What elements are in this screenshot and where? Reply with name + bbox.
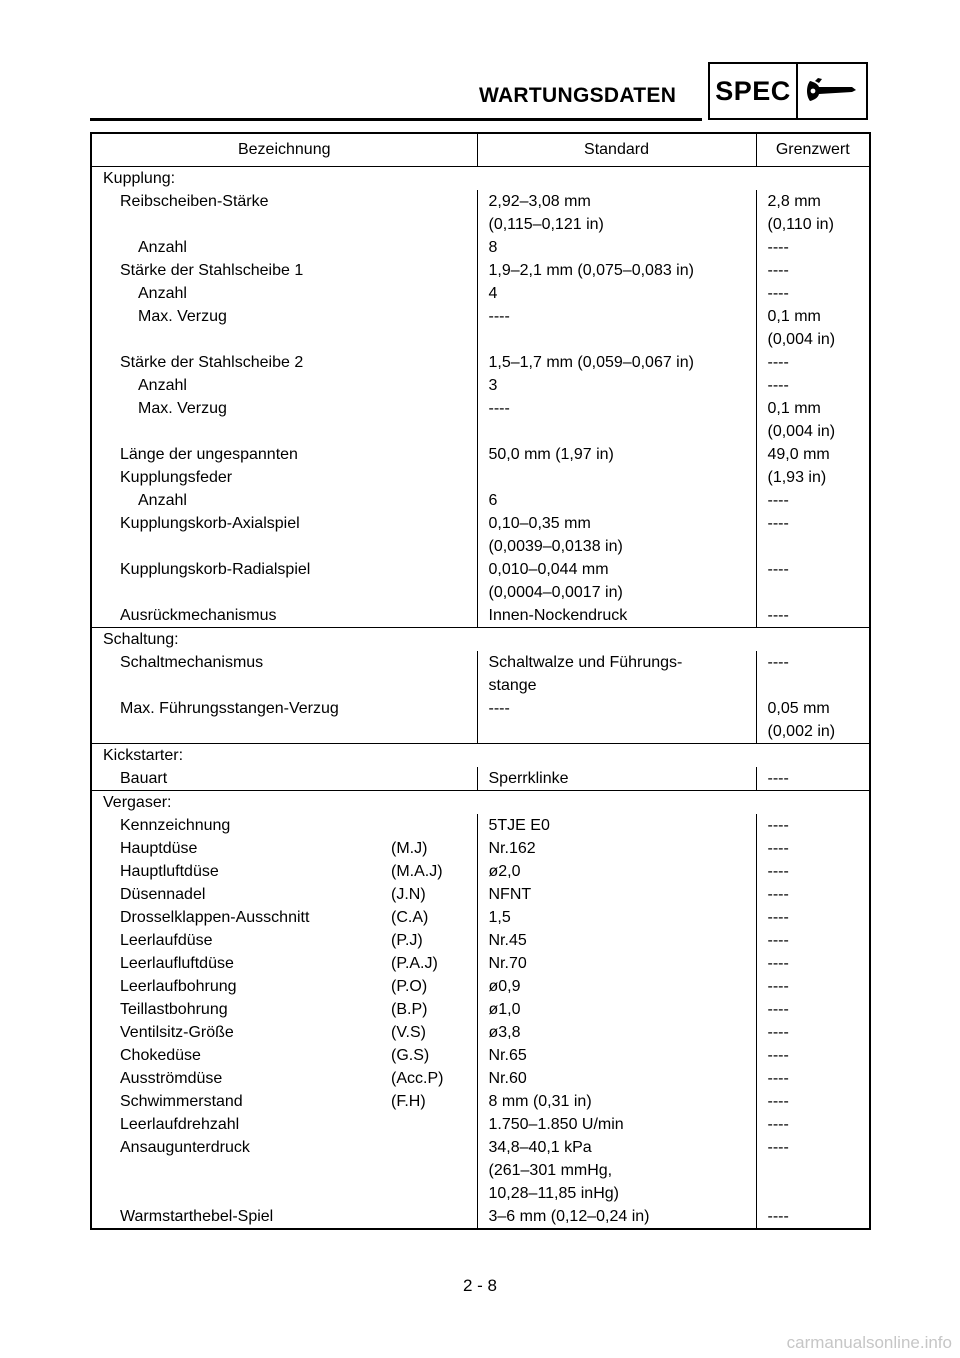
spec-name-cell bbox=[91, 1113, 477, 1136]
limit-value-cell bbox=[756, 282, 870, 305]
standard-value-cell bbox=[477, 767, 756, 791]
spec-name-cell bbox=[91, 1090, 477, 1113]
limit-value-cell bbox=[756, 443, 870, 489]
limit-value-cell bbox=[756, 1044, 870, 1067]
limit-value-cell bbox=[756, 929, 870, 952]
spec-name-cell bbox=[91, 604, 477, 628]
table-row bbox=[91, 998, 870, 1021]
spec-name-cell bbox=[91, 236, 477, 259]
limit-value: ---- bbox=[767, 863, 789, 880]
spec-label bbox=[103, 697, 477, 720]
limit-value-cell bbox=[756, 1021, 870, 1044]
spec-label bbox=[103, 998, 477, 1021]
limit-value-cell bbox=[756, 883, 870, 906]
standard-value-cell bbox=[477, 190, 756, 236]
spec-label bbox=[103, 489, 477, 512]
spec-code: (P.A.J) bbox=[391, 955, 438, 972]
spec-name: Leerlaufdrehzahl bbox=[120, 1116, 240, 1133]
standard-value: (0,115–0,121 in) bbox=[488, 216, 604, 233]
limit-value: 0,1 mm bbox=[767, 308, 821, 325]
limit-value: ---- bbox=[767, 377, 789, 394]
spec-name: Leerlaufluftdüse bbox=[120, 955, 234, 972]
limit-value: ---- bbox=[767, 770, 789, 787]
standard-value: Innen-Nockendruck bbox=[488, 607, 628, 624]
standard-value: 0,10–0,35 mm bbox=[488, 515, 591, 532]
table-row bbox=[91, 814, 870, 837]
spec-box bbox=[708, 62, 868, 120]
spec-name: Max. Verzug bbox=[138, 400, 227, 417]
limit-value: ---- bbox=[767, 886, 789, 903]
spec-name-cell bbox=[91, 282, 477, 305]
limit-value-cell bbox=[756, 489, 870, 512]
table-row bbox=[91, 1090, 870, 1113]
spec-name: Max. Führungsstangen-Verzug bbox=[120, 700, 339, 717]
standard-value: 3–6 mm (0,12–0,24 in) bbox=[488, 1208, 650, 1225]
standard-value: 10,28–11,85 inHg) bbox=[488, 1185, 619, 1202]
spec-label bbox=[103, 883, 477, 906]
standard-value: ø1,0 bbox=[488, 1001, 521, 1018]
spec-label bbox=[103, 305, 477, 328]
spec-name-cell bbox=[91, 1136, 477, 1205]
spec-label: SPEC bbox=[710, 64, 798, 118]
standard-value-cell bbox=[477, 837, 756, 860]
spec-name-cell bbox=[91, 837, 477, 860]
section-title: Schaltung: bbox=[91, 628, 870, 652]
spec-name: Reibscheiben-Stärke bbox=[120, 193, 269, 210]
spec-code: (M.J) bbox=[391, 840, 428, 857]
limit-value: (0,004 in) bbox=[767, 331, 836, 348]
spec-code: (M.A.J) bbox=[391, 863, 443, 880]
limit-value: ---- bbox=[767, 1208, 789, 1225]
spec-name: Kennzeichnung bbox=[120, 817, 231, 834]
limit-value: ---- bbox=[767, 354, 789, 371]
spec-name: Leerlaufdüse bbox=[120, 932, 213, 949]
spec-name-cell bbox=[91, 558, 477, 604]
standard-value-cell bbox=[477, 1090, 756, 1113]
limit-value: ---- bbox=[767, 978, 789, 995]
spec-name-cell bbox=[91, 814, 477, 837]
limit-value-cell bbox=[756, 952, 870, 975]
spec-name: Teillastbohrung bbox=[120, 1001, 228, 1018]
limit-value: ---- bbox=[767, 285, 789, 302]
limit-value: ---- bbox=[767, 239, 789, 256]
spec-name: Ventilsitz-Größe bbox=[120, 1024, 234, 1041]
spec-table bbox=[90, 132, 871, 1230]
spec-code: (J.N) bbox=[391, 886, 426, 903]
standard-value: ---- bbox=[488, 700, 510, 717]
limit-value: ---- bbox=[767, 909, 789, 926]
limit-value: ---- bbox=[767, 1116, 789, 1133]
spec-name: Anzahl bbox=[138, 239, 187, 256]
standard-value-cell bbox=[477, 860, 756, 883]
standard-value: (0,0004–0,0017 in) bbox=[488, 584, 623, 601]
section-row bbox=[91, 744, 870, 768]
standard-value: Nr.65 bbox=[488, 1047, 527, 1064]
standard-value: stange bbox=[488, 677, 537, 694]
limit-value-cell bbox=[756, 1136, 870, 1205]
spec-label bbox=[103, 351, 477, 374]
spec-name-cell bbox=[91, 190, 477, 236]
standard-value: 1.750–1.850 U/min bbox=[488, 1116, 624, 1133]
standard-value-cell bbox=[477, 883, 756, 906]
spec-name: Anzahl bbox=[138, 377, 187, 394]
spec-name: Schaltmechanismus bbox=[120, 654, 264, 671]
standard-value: ø0,9 bbox=[488, 978, 521, 995]
spec-label bbox=[103, 1136, 477, 1159]
limit-value-cell bbox=[756, 512, 870, 558]
spec-label bbox=[103, 651, 477, 674]
table-row bbox=[91, 952, 870, 975]
spec-name-cell bbox=[91, 351, 477, 374]
spec-label bbox=[103, 952, 477, 975]
spec-code: (B.P) bbox=[391, 1001, 428, 1018]
spec-name: Ansaugunterdruck bbox=[120, 1139, 250, 1156]
spec-label bbox=[103, 558, 477, 581]
limit-value: ---- bbox=[767, 262, 789, 279]
standard-value-cell bbox=[477, 906, 756, 929]
page-title: WARTUNGSDATEN bbox=[479, 84, 677, 107]
spec-label bbox=[103, 282, 477, 305]
spec-name: Drosselklappen-Ausschnitt bbox=[120, 909, 310, 926]
standard-value-cell bbox=[477, 1113, 756, 1136]
limit-value-cell bbox=[756, 190, 870, 236]
spec-name-cell bbox=[91, 860, 477, 883]
section-row bbox=[91, 791, 870, 815]
spec-name-cell bbox=[91, 1205, 477, 1229]
standard-value-cell bbox=[477, 604, 756, 628]
table-row bbox=[91, 906, 870, 929]
limit-value: ---- bbox=[767, 1001, 789, 1018]
spec-name: Kupplungskorb-Axialspiel bbox=[120, 515, 300, 532]
limit-value: (1,93 in) bbox=[767, 469, 827, 486]
spec-name-cell bbox=[91, 1044, 477, 1067]
spec-name-cell bbox=[91, 1067, 477, 1090]
table-row bbox=[91, 374, 870, 397]
standard-value-cell bbox=[477, 651, 756, 697]
spec-name-cell bbox=[91, 767, 477, 791]
spec-label bbox=[103, 906, 477, 929]
section-title: Kickstarter: bbox=[91, 744, 870, 768]
standard-value: 8 bbox=[488, 239, 498, 256]
spec-name-cell bbox=[91, 259, 477, 282]
table-header-row bbox=[91, 133, 870, 167]
table-row bbox=[91, 1044, 870, 1067]
spec-name: Hauptluftdüse bbox=[120, 863, 219, 880]
spec-name: Anzahl bbox=[138, 285, 187, 302]
standard-value: 50,0 mm (1,97 in) bbox=[488, 446, 614, 463]
page-number: 2 - 8 bbox=[462, 1276, 498, 1295]
spec-name-cell bbox=[91, 397, 477, 443]
column-header: Grenzwert bbox=[756, 133, 870, 167]
spec-label bbox=[103, 443, 477, 489]
standard-value-cell bbox=[477, 282, 756, 305]
limit-value: ---- bbox=[767, 840, 789, 857]
standard-value-cell bbox=[477, 814, 756, 837]
standard-value: ø2,0 bbox=[488, 863, 521, 880]
limit-value-cell bbox=[756, 305, 870, 351]
spec-name-cell bbox=[91, 305, 477, 351]
spec-label bbox=[103, 814, 477, 837]
standard-value: (261–301 mmHg, bbox=[488, 1162, 613, 1179]
spec-name-cell bbox=[91, 1021, 477, 1044]
limit-value-cell bbox=[756, 374, 870, 397]
spec-code: (G.S) bbox=[391, 1047, 430, 1064]
limit-value: (0,002 in) bbox=[767, 723, 836, 740]
spec-name: Ausströmdüse bbox=[120, 1070, 223, 1087]
table-row bbox=[91, 1136, 870, 1205]
standard-value-cell bbox=[477, 998, 756, 1021]
limit-value-cell bbox=[756, 767, 870, 791]
standard-value: 34,8–40,1 kPa bbox=[488, 1139, 592, 1156]
spec-name-cell bbox=[91, 489, 477, 512]
column-header: Bezeichnung bbox=[91, 133, 477, 167]
spec-label bbox=[103, 190, 477, 213]
spec-label bbox=[103, 837, 477, 860]
table-row bbox=[91, 397, 870, 443]
spec-name: Stärke der Stahlscheibe 1 bbox=[120, 262, 304, 279]
spec-name-cell bbox=[91, 512, 477, 558]
spec-code: (P.O) bbox=[391, 978, 428, 995]
limit-value: ---- bbox=[767, 515, 789, 532]
standard-value: (0,0039–0,0138 in) bbox=[488, 538, 623, 555]
limit-value: 0,1 mm bbox=[767, 400, 821, 417]
table-row bbox=[91, 860, 870, 883]
limit-value-cell bbox=[756, 1113, 870, 1136]
standard-value: ø3,8 bbox=[488, 1024, 521, 1041]
table-row bbox=[91, 512, 870, 558]
limit-value-cell bbox=[756, 558, 870, 604]
spec-name: Kupplungskorb-Radialspiel bbox=[120, 561, 311, 578]
section-row bbox=[91, 167, 870, 191]
spec-name: Anzahl bbox=[138, 492, 187, 509]
limit-value: ---- bbox=[767, 817, 789, 834]
table-row bbox=[91, 558, 870, 604]
limit-value: ---- bbox=[767, 607, 789, 624]
standard-value-cell bbox=[477, 443, 756, 489]
watermark: carmanualsonline.info bbox=[786, 1333, 952, 1352]
standard-value: Nr.162 bbox=[488, 840, 536, 857]
table-row bbox=[91, 443, 870, 489]
spec-name: Chokedüse bbox=[120, 1047, 201, 1064]
limit-value: ---- bbox=[767, 1093, 789, 1110]
standard-value: 2,92–3,08 mm bbox=[488, 193, 591, 210]
spec-label bbox=[103, 374, 477, 397]
title-rule bbox=[90, 118, 702, 121]
standard-value: 1,5 bbox=[488, 909, 511, 926]
table-row bbox=[91, 259, 870, 282]
spec-name-cell bbox=[91, 374, 477, 397]
spec-code: (Acc.P) bbox=[391, 1070, 444, 1087]
limit-value: 2,8 mm bbox=[767, 193, 821, 210]
standard-value: Nr.60 bbox=[488, 1070, 527, 1087]
spec-code: (C.A) bbox=[391, 909, 429, 926]
limit-value: ---- bbox=[767, 654, 789, 671]
standard-value: 0,010–0,044 mm bbox=[488, 561, 609, 578]
spec-name: Düsennadel bbox=[120, 886, 206, 903]
table-row bbox=[91, 837, 870, 860]
spec-label bbox=[103, 1067, 477, 1090]
standard-value-cell bbox=[477, 1044, 756, 1067]
spec-name-cell bbox=[91, 998, 477, 1021]
standard-value-cell bbox=[477, 305, 756, 351]
table-row bbox=[91, 351, 870, 374]
standard-value: ---- bbox=[488, 400, 510, 417]
limit-value: ---- bbox=[767, 932, 789, 949]
table-row bbox=[91, 190, 870, 236]
limit-value-cell bbox=[756, 906, 870, 929]
standard-value-cell bbox=[477, 1067, 756, 1090]
spec-label bbox=[103, 1021, 477, 1044]
spec-label bbox=[103, 975, 477, 998]
spec-name: Leerlaufbohrung bbox=[120, 978, 237, 995]
standard-value-cell bbox=[477, 929, 756, 952]
standard-value: 1,9–2,1 mm (0,075–0,083 in) bbox=[488, 262, 694, 279]
wrench-icon bbox=[798, 64, 866, 118]
spec-label bbox=[103, 860, 477, 883]
standard-value-cell bbox=[477, 558, 756, 604]
spec-name: Bauart bbox=[120, 770, 168, 787]
spec-label bbox=[103, 512, 477, 535]
table-row bbox=[91, 604, 870, 628]
spec-code: (V.S) bbox=[391, 1024, 426, 1041]
standard-value-cell bbox=[477, 1205, 756, 1229]
standard-value: Schaltwalze und Führungs- bbox=[488, 654, 683, 671]
table-row bbox=[91, 489, 870, 512]
standard-value: Sperrklinke bbox=[488, 770, 569, 787]
table-row bbox=[91, 1205, 870, 1229]
table-row bbox=[91, 1067, 870, 1090]
standard-value-cell bbox=[477, 259, 756, 282]
standard-value: 1,5–1,7 mm (0,059–0,067 in) bbox=[488, 354, 694, 371]
spec-name: Stärke der Stahlscheibe 2 bbox=[120, 354, 304, 371]
limit-value-cell bbox=[756, 837, 870, 860]
table-row bbox=[91, 305, 870, 351]
spec-label bbox=[103, 236, 477, 259]
standard-value-cell bbox=[477, 1021, 756, 1044]
standard-value: Nr.70 bbox=[488, 955, 527, 972]
spec-label bbox=[103, 397, 477, 420]
standard-value-cell bbox=[477, 975, 756, 998]
limit-value: (0,110 in) bbox=[767, 216, 834, 233]
limit-value-cell bbox=[756, 975, 870, 998]
limit-value-cell bbox=[756, 1067, 870, 1090]
spec-name-cell bbox=[91, 443, 477, 489]
standard-value-cell bbox=[477, 397, 756, 443]
limit-value: ---- bbox=[767, 1024, 789, 1041]
table-row bbox=[91, 1021, 870, 1044]
spec-name: Schwimmerstand bbox=[120, 1093, 243, 1110]
spec-name-cell bbox=[91, 651, 477, 697]
section-title: Kupplung: bbox=[91, 167, 870, 191]
table-row bbox=[91, 651, 870, 697]
spec-label bbox=[103, 1113, 477, 1136]
spec-label bbox=[103, 1044, 477, 1067]
limit-value-cell bbox=[756, 998, 870, 1021]
table-row bbox=[91, 929, 870, 952]
limit-value: 0,05 mm bbox=[767, 700, 830, 717]
standard-value-cell bbox=[477, 512, 756, 558]
spec-name: Hauptdüse bbox=[120, 840, 198, 857]
standard-value: Nr.45 bbox=[488, 932, 527, 949]
spec-label bbox=[103, 259, 477, 282]
standard-value: NFNT bbox=[488, 886, 532, 903]
standard-value-cell bbox=[477, 236, 756, 259]
limit-value: ---- bbox=[767, 561, 789, 578]
limit-value-cell bbox=[756, 1090, 870, 1113]
spec-label bbox=[103, 1090, 477, 1113]
standard-value-cell bbox=[477, 489, 756, 512]
section-title: Vergaser: bbox=[91, 791, 870, 815]
limit-value: ---- bbox=[767, 1070, 789, 1087]
table-row bbox=[91, 883, 870, 906]
spec-code: (F.H) bbox=[391, 1093, 426, 1110]
limit-value: ---- bbox=[767, 955, 789, 972]
standard-value: 8 mm (0,31 in) bbox=[488, 1093, 592, 1110]
spec-name-cell bbox=[91, 929, 477, 952]
table-row bbox=[91, 1113, 870, 1136]
spec-name-cell bbox=[91, 883, 477, 906]
standard-value: 5TJE E0 bbox=[488, 817, 550, 834]
limit-value-cell bbox=[756, 1205, 870, 1229]
table-row bbox=[91, 697, 870, 744]
spec-name-cell bbox=[91, 952, 477, 975]
limit-value-cell bbox=[756, 860, 870, 883]
limit-value: ---- bbox=[767, 1139, 789, 1156]
table-row bbox=[91, 975, 870, 998]
standard-value: ---- bbox=[488, 308, 510, 325]
standard-value-cell bbox=[477, 697, 756, 744]
spec-name-cell bbox=[91, 975, 477, 998]
spec-name: Ausrückmechanismus bbox=[120, 607, 277, 624]
limit-value-cell bbox=[756, 814, 870, 837]
limit-value: ---- bbox=[767, 1047, 789, 1064]
spec-name: Warmstarthebel-Spiel bbox=[120, 1208, 274, 1225]
spec-code: (P.J) bbox=[391, 932, 423, 949]
standard-value: 4 bbox=[488, 285, 498, 302]
limit-value: ---- bbox=[767, 492, 789, 509]
standard-value-cell bbox=[477, 351, 756, 374]
spec-name: Länge der ungespannten Kupplungsfeder bbox=[120, 446, 298, 486]
spec-label bbox=[103, 767, 477, 790]
limit-value-cell bbox=[756, 259, 870, 282]
standard-value: 6 bbox=[488, 492, 498, 509]
column-header: Standard bbox=[477, 133, 756, 167]
limit-value-cell bbox=[756, 236, 870, 259]
spec-label bbox=[103, 929, 477, 952]
limit-value-cell bbox=[756, 604, 870, 628]
table-row bbox=[91, 282, 870, 305]
spec-name-cell bbox=[91, 906, 477, 929]
spec-name: Max. Verzug bbox=[138, 308, 227, 325]
limit-value-cell bbox=[756, 351, 870, 374]
spec-label bbox=[103, 1205, 477, 1228]
standard-value-cell bbox=[477, 952, 756, 975]
limit-value-cell bbox=[756, 651, 870, 697]
limit-value-cell bbox=[756, 397, 870, 443]
standard-value-cell bbox=[477, 374, 756, 397]
limit-value: 49,0 mm bbox=[767, 446, 830, 463]
limit-value-cell bbox=[756, 697, 870, 744]
spec-label bbox=[103, 604, 477, 627]
standard-value-cell bbox=[477, 1136, 756, 1205]
table-row bbox=[91, 236, 870, 259]
limit-value: (0,004 in) bbox=[767, 423, 836, 440]
section-row bbox=[91, 628, 870, 652]
spec-name-cell bbox=[91, 697, 477, 744]
table-row bbox=[91, 767, 870, 791]
standard-value: 3 bbox=[488, 377, 498, 394]
